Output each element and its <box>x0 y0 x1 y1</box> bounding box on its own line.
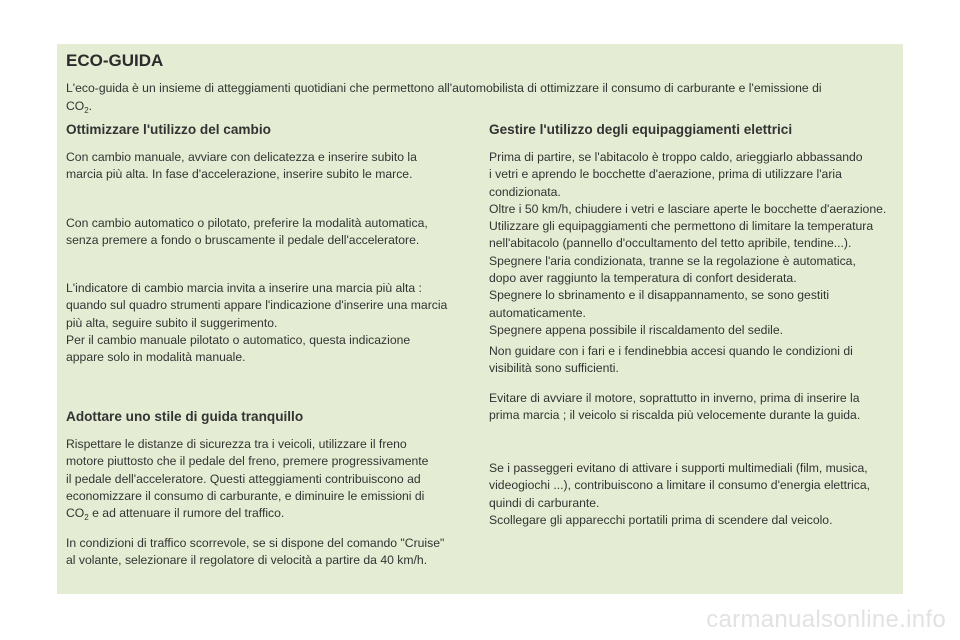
intro-co-subscript: 2 <box>84 105 89 115</box>
gearbox-automatic-paragraph: Con cambio automatico o pilotato, preferire la modalità automatica, senza premere a fondo o bruscamente il pedale dell'acceleratore. <box>66 216 428 248</box>
section-heading-gearbox: Ottimizzare l'utilizzo del cambio <box>66 122 271 137</box>
section-heading-driving-style: Adottare uno stile di guida tranquillo <box>66 409 304 424</box>
cruise-control-paragraph: In condizioni di traffico scorrevole, se si dispone del comando "Cruise" al volante, selezionare il regolatore di velocità a partire da 40 km/h. <box>66 536 445 568</box>
headlights-paragraph: Non guidare con i fari e i fendinebbia accesi quando le condizioni di visibilità sono sufficienti. <box>489 344 853 376</box>
driving-co-subscript: 2 <box>84 513 89 523</box>
engine-start-paragraph: Evitare di avviare il motore, soprattutto in inverno, prima di inserire la prima marcia ; il veicolo si riscalda più velocemente durante la guida. <box>489 391 861 423</box>
gearbox-manual-paragraph: Con cambio manuale, avviare con delicatezza e inserire subito la marcia più alta. In fase d'accelerazione, inserire subito le marce. <box>66 150 417 182</box>
driving-distance-end: e ad attenuare il rumore del traffico. <box>88 506 285 521</box>
watermark-text: carmanualsonline.info <box>706 606 946 633</box>
gear-indicator-paragraph: L'indicatore di cambio marcia invita a inserire una marcia più alta : quando sul quadro strumenti appare l'indicazione d'inserire una marcia più alta, seguire subito il suggerimento. Per il cambio manuale pilotato o automatico, questa indicazione appare solo in modalità manuale. <box>66 281 448 365</box>
driving-distance-text: Rispettare le distanze di sicurezza tra i veicoli, utilizzare il freno motore piuttosto che il pedale del freno, premere progressivamente il pedale dell'acceleratore. Questi atteggiamenti contribuiscono ad economizzare il consumo di carburante, e diminuire le emissioni di <box>66 437 429 503</box>
page-title: ECO-GUIDA <box>66 51 164 70</box>
intro-end: . <box>88 98 93 113</box>
section-heading-electrical: Gestire l'utilizzo degli equipaggiamenti elettrici <box>489 122 793 137</box>
driving-co: CO <box>66 506 85 521</box>
driving-distance-paragraph <box>66 436 476 526</box>
intro-text: L'eco-guida è un insieme di atteggiamenti quotidiani che permettono all'automobilista di ottimizzare il consumo di carburante e l'emissione di <box>66 81 822 95</box>
intro-co: CO <box>66 98 85 113</box>
electrical-usage-paragraph: Prima di partire, se l'abitacolo è troppo caldo, arieggiarlo abbassando i vetri e aprendo le bocchette d'aerazione, prima di utilizzare l'aria condizionata. Oltre i 50 km/h, chiudere i vetri e lasciare aperte le bocchette d'aerazione. Utilizzare gli equipaggiamenti che permettono di limitare la temperatura nell'abitacolo (pannello d'occultamento del tetto apribile, tendine...). Spegnere l'aria condizionata, tranne se la regolazione è automatica, dopo aver raggiunto la temperatura di confort desiderata. Spegnere lo sbrinamento e il disappannamento, se sono gestiti automaticamente. Spegnere appena possibile il riscaldamento del sedile. <box>489 150 887 337</box>
multimedia-paragraph: Se i passeggeri evitano di attivare i supporti multimediali (film, musica, videogiochi ...), contribuiscono a limitare il consumo d'energia elettrica, quindi di carburante. Scollegare gli apparecchi portatili prima di scendere dal veicolo. <box>489 461 871 527</box>
intro-paragraph <box>66 80 886 119</box>
